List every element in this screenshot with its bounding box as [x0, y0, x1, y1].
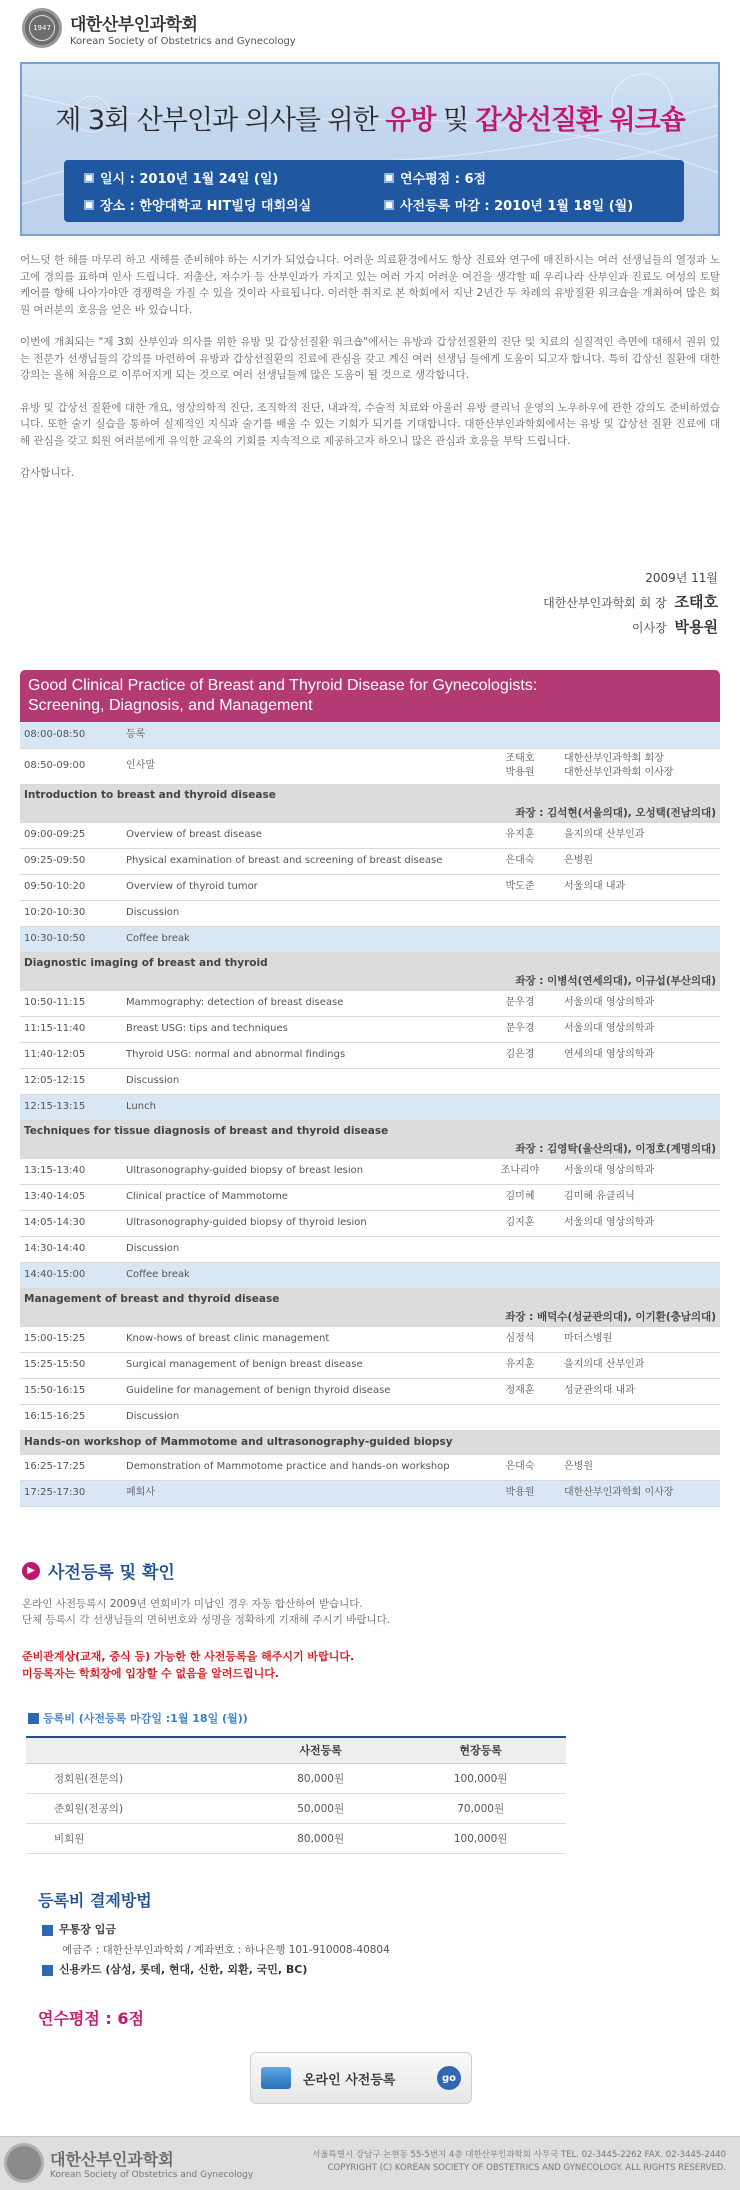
session-speaker: 유지훈: [480, 1352, 560, 1378]
program-title: Good Clinical Practice of Breast and Thyroid Disease for Gynecologists: Screening, Diagnosis, and Management: [20, 670, 720, 722]
fee-member-type: 준회원(전공의): [26, 1793, 246, 1823]
session-affiliation: 대한산부인과학회 이사장: [560, 1480, 720, 1506]
online-registration-button[interactable]: 온라인 사전등록 go: [250, 2052, 472, 2104]
session-affiliation: 서울의대 영상의학과: [560, 1158, 720, 1184]
section-chair: 좌장 : 이병석(연세의대), 이규섭(부산의대): [515, 974, 716, 987]
letter-closing: 감사합니다.: [20, 467, 75, 479]
square-bullet-icon: [28, 1713, 39, 1724]
event-date: 일시 : 2010년 1월 24일 (일): [84, 168, 384, 187]
session-time: 14:40-15:00: [20, 1262, 122, 1288]
session-subject: Know-hows of breast clinic management: [122, 1326, 480, 1352]
session-speaker: 박도준: [480, 874, 560, 900]
session-speaker: [480, 926, 560, 952]
fee-onsite-amount: 70,000원: [395, 1793, 566, 1823]
bullet-icon: [384, 200, 394, 210]
chairman-name: 박용원: [674, 618, 718, 636]
credit-points: 연수평점 : 6점: [38, 2009, 144, 2028]
session-subject: Overview of thyroid tumor: [122, 874, 480, 900]
session-time: 13:15-13:40: [20, 1158, 122, 1184]
session-time: 10:50-11:15: [20, 990, 122, 1016]
registration-warning: 준비관계상(교재, 중식 등) 가능한 한 사전등록을 해주시기 바랍니다. 미등록자는 학회장에 입장할 수 없음을 알려드립니다.: [22, 1650, 355, 1680]
session-speaker: [480, 1262, 560, 1288]
program-row: [20, 1184, 720, 1210]
credit-card-item: 신용카드 (삼성, 롯데, 현대, 신한, 외환, 국민, BC): [42, 1960, 390, 1980]
program-row: [20, 1016, 720, 1042]
section-title: Techniques for tissue diagnosis of breast and thyroid disease: [24, 1124, 389, 1137]
session-affiliation: 서울의대 영상의학과: [560, 1210, 720, 1236]
section-chair: 좌장 : 배덕수(성균관의대), 이기환(충남의대): [505, 1310, 716, 1323]
president-name: 조태호: [674, 593, 718, 611]
session-affiliation: [560, 926, 720, 952]
fee-heading: 등록비 (사전등록 마감일 :1월 18일 (월)): [28, 1710, 248, 1726]
go-icon[interactable]: go: [437, 2066, 461, 2090]
footer: [0, 2136, 740, 2190]
session-time: 16:25-17:25: [20, 1454, 122, 1480]
session-subject: Breast USG: tips and techniques: [122, 1016, 480, 1042]
session-time: 14:30-14:40: [20, 1236, 122, 1262]
section-chair: 좌장 : 김영탁(울산의대), 이정호(계명의대): [515, 1142, 716, 1155]
session-speaker: 정재훈: [480, 1378, 560, 1404]
session-subject: 폐회사: [122, 1480, 480, 1506]
session-speaker: 심정석: [480, 1326, 560, 1352]
session-speaker: 유지훈: [480, 822, 560, 848]
president-role: 대한산부인과학회 회 장: [543, 596, 667, 610]
registration-heading: ▶ 사전등록 및 확인: [22, 1558, 175, 1583]
fee-onsite-amount: 100,000원: [395, 1763, 566, 1793]
letter-paragraph: 어느덧 한 해를 마무리 하고 새해를 준비해야 하는 시기가 되었습니다. 어려운 의료환경에서도 항상 진료와 연구에 매진하시는 여러 선생님들의 열정과 노고에 경의를 표하며 인사 드립니다. 저출산, 저수가 등 산부인과가 가지고 있는 여러 가지 어려운 여건을 생각할 때 우리나라 산부인과 진료도 여성의 토탈케어를 향해 나아가야만 경쟁력을 가질 수 있을 것이라 사료됩니다. 이러한 취지로 본 학회에서 지난 2년간 두 차례의 유방질환 워크숍을 개최하여 많은 회원 여러분의 호응을 얻은 바 있습니다.: [20, 254, 720, 316]
fee-onsite-amount: 100,000원: [395, 1823, 566, 1853]
program-row: [20, 1326, 720, 1352]
fee-row: [26, 1823, 566, 1853]
session-subject: Discussion: [122, 1236, 480, 1262]
program-row: [20, 1352, 720, 1378]
program-row: [20, 822, 720, 848]
letter-paragraph: 이번에 개최되는 "제 3회 산부인과 의사를 위한 유방 및 갑상선질환 워크숍"에서는 유방과 갑상선질환의 진단 및 치료의 실질적인 측면에 대해서 권위 있는 전문가 선생님들의 강의를 마련하여 유방과 갑상선질환의 진료에 관심을 갖고 계신 여러 선생님 들에게 도움이 되고자 합니다. 특히 갑상선 질환에 대한 강의는 올해 처음으로 이루어지게 되는 것으로 여러 선생님들께 많은 도움이 될 것으로 생각합니다.: [20, 336, 720, 381]
program-row: [20, 926, 720, 952]
bullet-icon: [84, 173, 94, 183]
footer-address: 서울특별시 강남구 논현동 55-5번지 4층 대한산부인과학회 사무국 TEL. 02-3445-2262 FAX. 02-3445-2440 COPYRIGHT (C) KOREAN SOCIETY OF OBSTETRICS AND GYNECOLOGY. ALL RIGHTS RESERVED.: [312, 2150, 726, 2173]
session-speaker: [480, 1068, 560, 1094]
session-speaker: [480, 1236, 560, 1262]
program-row: [20, 1262, 720, 1288]
session-speaker: 문우경: [480, 990, 560, 1016]
program-table: [20, 722, 720, 1507]
session-speaker: 김은경: [480, 1042, 560, 1068]
letter-paragraph: 유방 및 갑상선 질환에 대한 개요, 영상의학적 진단, 조직학적 진단, 내과적, 수술적 치료와 아울러 유방 클리닉 운영의 노우하우에 관한 강의도 준비하였습니다. 또한 술기 실습을 통하여 실제적인 지식과 술기를 배울 수 있는 기회가 되기를 기대합니다. 대한산부인과학회에서는 유방 및 갑상선 질환 진료에 대해 관심을 갖고 회원 여러분에게 유익한 교육의 기회를 지속적으로 제공하고자 하오니 많은 관심과 호응을 부탁 드립니다.: [20, 401, 720, 447]
session-time: 14:05-14:30: [20, 1210, 122, 1236]
session-speaker: 은대숙: [480, 848, 560, 874]
session-affiliation: 성균관의대 내과: [560, 1378, 720, 1404]
square-bullet-icon: [42, 1925, 53, 1936]
session-time: 09:25-09:50: [20, 848, 122, 874]
session-affiliation: 은병원: [560, 1454, 720, 1480]
fee-member-type: 정회원(전문의): [26, 1763, 246, 1793]
header: [0, 0, 740, 60]
fee-prereg-amount: 80,000원: [246, 1763, 395, 1793]
session-speaker: 조나리야: [480, 1158, 560, 1184]
program-row: [20, 1480, 720, 1506]
session-subject: 인사말: [122, 748, 480, 784]
fee-table: [26, 1736, 566, 1854]
session-subject: Overview of breast disease: [122, 822, 480, 848]
fee-header-onsite: 현장등록: [395, 1737, 566, 1763]
program-row: [20, 748, 720, 784]
session-affiliation: [560, 900, 720, 926]
session-subject: Discussion: [122, 900, 480, 926]
session-affiliation: 을지의대 산부인과: [560, 1352, 720, 1378]
session-time: 10:20-10:30: [20, 900, 122, 926]
session-affiliation: [560, 1068, 720, 1094]
session-time: 13:40-14:05: [20, 1184, 122, 1210]
footer-logo[interactable]: 대한산부인과학회 Korean Society of Obstetrics and Gynecology: [4, 2143, 253, 2183]
session-subject: Lunch: [122, 1094, 480, 1120]
program-row: [20, 1042, 720, 1068]
fee-header-empty: [26, 1737, 246, 1763]
session-time: 12:05-12:15: [20, 1068, 122, 1094]
bullet-icon: [84, 200, 94, 210]
fee-prereg-amount: 50,000원: [246, 1793, 395, 1823]
event-credit: 연수평점 : 6점: [384, 168, 664, 187]
section-title: Diagnostic imaging of breast and thyroid: [24, 956, 268, 969]
session-time: 11:15-11:40: [20, 1016, 122, 1042]
session-affiliation: [560, 1262, 720, 1288]
program-row: [20, 1210, 720, 1236]
session-affiliation: 서울의대 영상의학과: [560, 990, 720, 1016]
logo-korean-name: 대한산부인과학회: [70, 14, 198, 35]
signature-block: [543, 566, 718, 640]
program-section-header: [20, 784, 720, 822]
section-title: Introduction to breast and thyroid disease: [24, 788, 276, 801]
program-row: [20, 1236, 720, 1262]
session-affiliation: [560, 1404, 720, 1430]
payment-methods: [42, 1920, 390, 1980]
session-affiliation: 서울의대 영상의학과: [560, 1016, 720, 1042]
section-title: Management of breast and thyroid disease: [24, 1292, 280, 1305]
workshop-banner: [20, 62, 720, 236]
chairman-role: 이사장: [631, 621, 667, 635]
session-speaker: 김지훈: [480, 1210, 560, 1236]
program-row: [20, 1068, 720, 1094]
letter-date: 2009년 11월: [645, 571, 718, 585]
session-subject: Surgical management of benign breast disease: [122, 1352, 480, 1378]
session-time: 15:50-16:15: [20, 1378, 122, 1404]
program-row: [20, 1094, 720, 1120]
session-speaker: [480, 1404, 560, 1430]
event-place: 장소 : 한양대학교 HIT빌딩 대회의실: [84, 195, 384, 214]
session-affiliation: [560, 1094, 720, 1120]
session-subject: Physical examination of breast and screening of breast disease: [122, 848, 480, 874]
session-speaker: 문우경: [480, 1016, 560, 1042]
program-row: [20, 990, 720, 1016]
program-row: [20, 722, 720, 748]
program-row: [20, 900, 720, 926]
society-seal-icon: [4, 2143, 44, 2183]
logo-english-name: Korean Society of Obstetrics and Gynecology: [70, 35, 296, 47]
session-affiliation: 대한산부인과학회 회장 대한산부인과학회 이사장: [560, 748, 720, 784]
program-row: [20, 848, 720, 874]
program-row: [20, 1454, 720, 1480]
program-row: [20, 1404, 720, 1430]
session-affiliation: 서울의대 내과: [560, 874, 720, 900]
session-subject: Ultrasonography-guided biopsy of breast lesion: [122, 1158, 480, 1184]
event-info-box: [64, 160, 684, 222]
program-row: [20, 874, 720, 900]
session-subject: 등록: [122, 722, 480, 748]
session-subject: Discussion: [122, 1404, 480, 1430]
session-subject: Thyroid USG: normal and abnormal findings: [122, 1042, 480, 1068]
session-speaker: [480, 1094, 560, 1120]
section-chair: 좌장 : 김석현(서울의대), 오성택(전남의대): [515, 806, 716, 819]
session-time: 10:30-10:50: [20, 926, 122, 952]
session-subject: Guideline for management of benign thyroid disease: [122, 1378, 480, 1404]
session-time: 09:50-10:20: [20, 874, 122, 900]
bullet-icon: [384, 173, 394, 183]
session-affiliation: 은병원: [560, 848, 720, 874]
session-affiliation: 을지의대 산부인과: [560, 822, 720, 848]
square-bullet-icon: [42, 1965, 53, 1976]
invitation-letter: [20, 252, 720, 498]
program-section-header: [20, 952, 720, 990]
monitor-icon: [261, 2067, 291, 2089]
session-time: 12:15-13:15: [20, 1094, 122, 1120]
program-row: [20, 1378, 720, 1404]
section-title: Hands-on workshop of Mammotome and ultrasonography-guided biopsy: [24, 1436, 453, 1448]
session-time: 15:00-15:25: [20, 1326, 122, 1352]
session-subject: Coffee break: [122, 926, 480, 952]
session-affiliation: [560, 1236, 720, 1262]
session-time: 15:25-15:50: [20, 1352, 122, 1378]
session-time: 09:00-09:25: [20, 822, 122, 848]
session-affiliation: 연세의대 영상의학과: [560, 1042, 720, 1068]
session-speaker: 조태호 박용원: [480, 748, 560, 784]
session-affiliation: 김미혜 유클리닉: [560, 1184, 720, 1210]
program-section-header: [20, 1120, 720, 1158]
fee-prereg-amount: 80,000원: [246, 1823, 395, 1853]
society-logo[interactable]: [22, 8, 296, 48]
session-subject: Discussion: [122, 1068, 480, 1094]
session-subject: Demonstration of Mammotome practice and hands-on workshop: [122, 1454, 480, 1480]
program-section-header: [20, 1288, 720, 1326]
session-time: 17:25-17:30: [20, 1480, 122, 1506]
fee-row: [26, 1763, 566, 1793]
session-speaker: 박용원: [480, 1480, 560, 1506]
bank-account-detail: 예금주 : 대한산부인과학회 / 계좌번호 : 하나은행 101-910008-40804: [62, 1944, 390, 1956]
program-row: [20, 1158, 720, 1184]
program-section-header: [20, 1430, 720, 1454]
fee-row: [26, 1793, 566, 1823]
bank-transfer-item: 무통장 입금: [42, 1920, 390, 1940]
session-time: 08:50-09:00: [20, 748, 122, 784]
fee-member-type: 비회원: [26, 1823, 246, 1853]
session-speaker: [480, 722, 560, 748]
banner-title: 제 3회 산부인과 의사를 위한 유방 및 갑상선질환 워크숍: [55, 105, 685, 136]
session-subject: Clinical practice of Mammotome: [122, 1184, 480, 1210]
session-affiliation: 마더스병원: [560, 1326, 720, 1352]
society-seal-icon: 1947: [22, 8, 62, 48]
session-time: 16:15-16:25: [20, 1404, 122, 1430]
event-prereg-deadline: 사전등록 마감 : 2010년 1월 18일 (월): [384, 195, 664, 214]
session-time: 11:40-12:05: [20, 1042, 122, 1068]
session-speaker: 김미혜: [480, 1184, 560, 1210]
session-speaker: [480, 900, 560, 926]
registration-description: 온라인 사전등록시 2009년 연회비가 미납인 경우 자동 합산하여 받습니다. 단체 등록시 각 선생님들의 면허번호와 성명을 정확하게 기재해 주시기 바랍니다.: [22, 1598, 391, 1626]
session-subject: Ultrasonography-guided biopsy of thyroid lesion: [122, 1210, 480, 1236]
arrow-right-icon: ▶: [22, 1562, 40, 1580]
session-time: 08:00-08:50: [20, 722, 122, 748]
session-subject: Mammography: detection of breast disease: [122, 990, 480, 1016]
payment-heading: 등록비 결제방법: [38, 1891, 152, 1910]
session-subject: Coffee break: [122, 1262, 480, 1288]
session-affiliation: [560, 722, 720, 748]
fee-header-prereg: 사전등록: [246, 1737, 395, 1763]
session-speaker: 은대숙: [480, 1454, 560, 1480]
